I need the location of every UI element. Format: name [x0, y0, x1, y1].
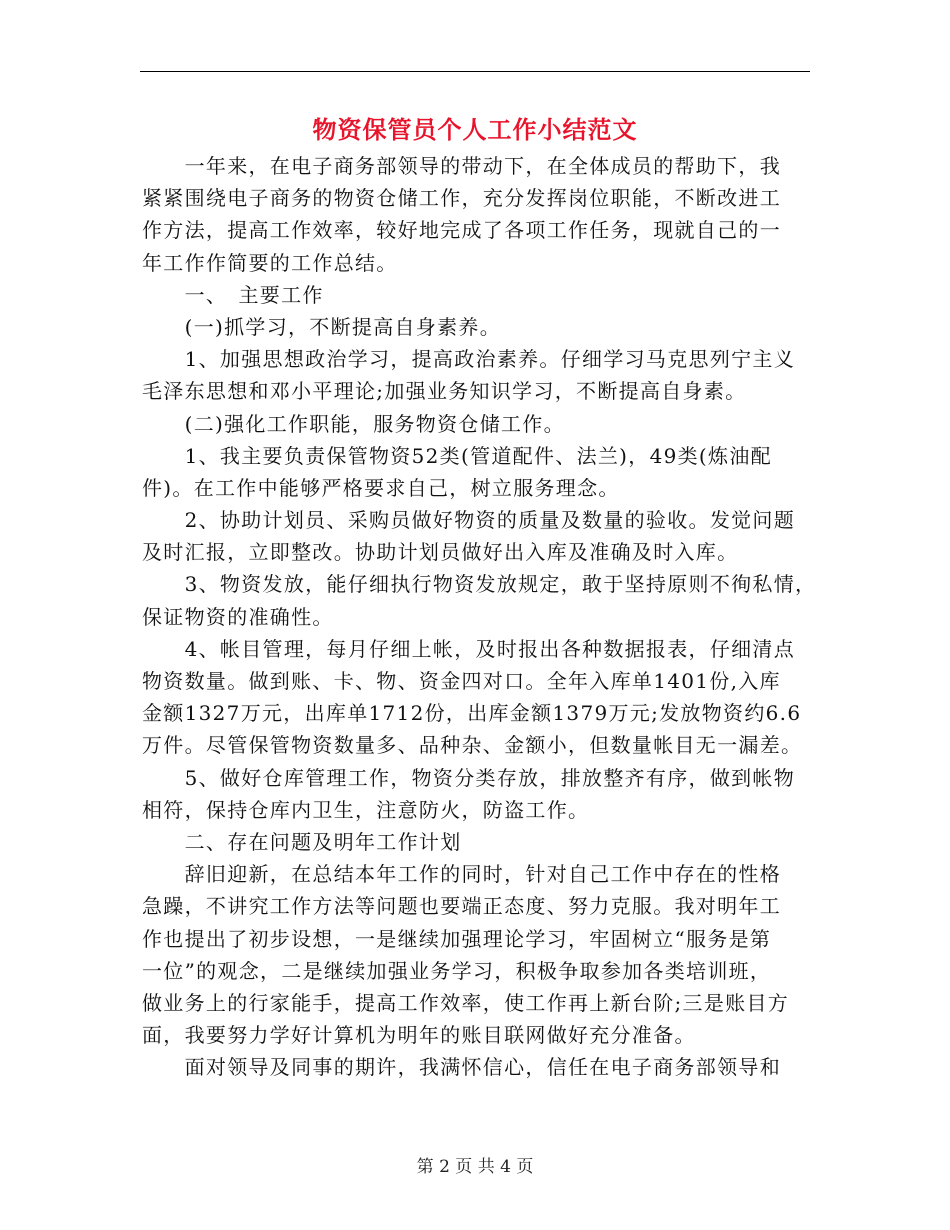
body-line: 保证物资的准确性。: [142, 604, 334, 629]
body-line: 作也提出了初步设想，一是继续加强理论学习，牢固树立“服务是第: [142, 926, 772, 951]
body-line: 年工作作简要的工作总结。: [142, 250, 398, 275]
body-line: 件)。在工作中能够严格要求自己，树立服务理念。: [142, 475, 620, 500]
body-line: 一年来，在电子商务部领导的带动下，在全体成员的帮助下，我: [142, 154, 781, 178]
body-line: 紧紧围绕电子商务的物资仓储工作，充分发挥岗位职能，不断改进工: [142, 186, 781, 211]
section-heading: 一、 主要工作: [142, 282, 324, 307]
section-heading: 二、存在问题及明年工作计划: [142, 829, 462, 854]
subsection-heading: (一)抓学习，不断提高自身素养。: [142, 314, 502, 339]
body-line: 及时汇报，立即整改。协助计划员做好出入库及准确及时入库。: [142, 540, 739, 565]
page-number: 第 2 页 共 4 页: [416, 1157, 534, 1177]
body-line: 5、做好仓库管理工作，物资分类存放，排放整齐有序，做到帐物: [142, 765, 796, 790]
document-body: [142, 150, 817, 1083]
body-line: 急躁，不讲究工作方法等问题也要端正态度、努力克服。我对明年工: [142, 894, 781, 919]
body-line: 相符，保持仓库内卫生，注意防火，防盗工作。: [142, 797, 590, 822]
body-line: 做业务上的行家能手，提高工作效率，使工作再上新台阶;三是账目方: [142, 990, 790, 1015]
body-line: 作方法，提高工作效率，较好地完成了各项工作任务，现就自己的一: [142, 218, 781, 243]
header-rule: [140, 71, 810, 72]
body-line: 3、物资发放，能仔细执行物资发放规定，敢于坚持原则不徇私情，: [142, 572, 817, 597]
body-line: 1、我主要负责保管物资52类(管道配件、法兰)，49类(炼油配: [142, 443, 772, 468]
body-line: 金额1327万元，出库单1712份，出库金额1379万元;发放物资约6.6: [142, 701, 802, 726]
body-line: 毛泽东思想和邓小平理论;加强业务知识学习，不断提高自身素。: [142, 379, 747, 404]
body-line: 一位”的观念，二是继续加强业务学习，积极争取参加各类培训班，: [142, 958, 772, 983]
body-line: 1、加强思想政治学习，提高政治素养。仔细学习马克思列宁主义: [142, 347, 796, 372]
body-line: 物资数量。做到账、卡、物、资金四对口。全年入库单1401份,入库: [142, 669, 781, 693]
body-line: 辞旧迎新，在总结本年工作的同时，针对自己工作中存在的性格: [142, 862, 781, 887]
body-line: 4、帐目管理，每月仔细上帐，及时报出各种数据报表，仔细清点: [142, 636, 796, 661]
body-line: 面对领导及同事的期许，我满怀信心，信任在电子商务部领导和: [142, 1055, 781, 1080]
body-line: 面，我要努力学好计算机为明年的账目联网做好充分准备。: [142, 1023, 696, 1048]
document-title: 物资保管员个人工作小结范文: [312, 115, 638, 144]
subsection-heading: (二)强化工作职能，服务物资仓储工作。: [142, 411, 565, 436]
body-line: 万件。尽管保管物资数量多、品种杂、金额小，但数量帐目无一漏差。: [142, 733, 803, 758]
body-line: 2、协助计划员、采购员做好物资的质量及数量的验收。发觉问题: [142, 508, 796, 533]
